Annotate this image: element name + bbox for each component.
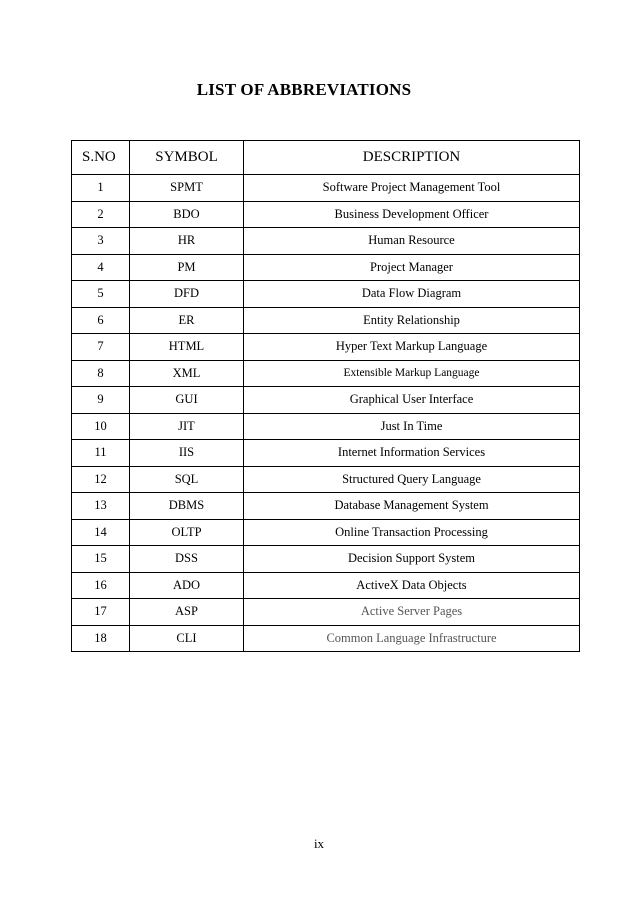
cell-description: Structured Query Language <box>244 466 580 493</box>
cell-symbol: DFD <box>130 281 244 308</box>
table-row <box>72 599 580 626</box>
cell-symbol: SQL <box>130 466 244 493</box>
table-row <box>72 307 580 334</box>
table-row <box>72 360 580 387</box>
cell-description: Entity Relationship <box>244 307 580 334</box>
cell-description: Software Project Management Tool <box>244 175 580 202</box>
cell-symbol: CLI <box>130 625 244 652</box>
cell-description: Decision Support System <box>244 546 580 573</box>
cell-description: Extensible Markup Language <box>244 360 580 387</box>
cell-description: Database Management System <box>244 493 580 520</box>
cell-sno: 15 <box>72 546 130 573</box>
table-row <box>72 440 580 467</box>
cell-symbol: BDO <box>130 201 244 228</box>
table-row <box>72 625 580 652</box>
cell-description: Just In Time <box>244 413 580 440</box>
cell-sno: 5 <box>72 281 130 308</box>
cell-symbol: ADO <box>130 572 244 599</box>
cell-symbol: GUI <box>130 387 244 414</box>
cell-sno: 12 <box>72 466 130 493</box>
cell-description: ActiveX Data Objects <box>244 572 580 599</box>
cell-description: Project Manager <box>244 254 580 281</box>
cell-symbol: IIS <box>130 440 244 467</box>
page-number: ix <box>313 836 325 851</box>
table-row <box>72 254 580 281</box>
table-row <box>72 334 580 361</box>
cell-sno: 17 <box>72 599 130 626</box>
cell-description: Human Resource <box>244 228 580 255</box>
cell-symbol: DBMS <box>130 493 244 520</box>
cell-sno: 18 <box>72 625 130 652</box>
table-row <box>72 201 580 228</box>
cell-sno: 6 <box>72 307 130 334</box>
table-row <box>72 546 580 573</box>
cell-symbol: XML <box>130 360 244 387</box>
table-row <box>72 387 580 414</box>
cell-symbol: OLTP <box>130 519 244 546</box>
cell-description: Active Server Pages <box>244 599 580 626</box>
cell-symbol: DSS <box>130 546 244 573</box>
cell-sno: 1 <box>72 175 130 202</box>
cell-description: Online Transaction Processing <box>244 519 580 546</box>
cell-sno: 8 <box>72 360 130 387</box>
abbreviations-table <box>71 140 580 652</box>
cell-symbol: JIT <box>130 413 244 440</box>
cell-sno: 3 <box>72 228 130 255</box>
cell-symbol: HTML <box>130 334 244 361</box>
cell-sno: 7 <box>72 334 130 361</box>
cell-description: Data Flow Diagram <box>244 281 580 308</box>
cell-description: Business Development Officer <box>244 201 580 228</box>
cell-sno: 13 <box>72 493 130 520</box>
table-row <box>72 519 580 546</box>
cell-symbol: HR <box>130 228 244 255</box>
cell-sno: 9 <box>72 387 130 414</box>
table-row <box>72 175 580 202</box>
cell-symbol: PM <box>130 254 244 281</box>
cell-sno: 2 <box>72 201 130 228</box>
header-sno: S.NO <box>72 141 130 175</box>
cell-description: Hyper Text Markup Language <box>244 334 580 361</box>
table-row <box>72 413 580 440</box>
cell-sno: 11 <box>72 440 130 467</box>
cell-sno: 14 <box>72 519 130 546</box>
cell-symbol: SPMT <box>130 175 244 202</box>
page-title: LIST OF ABBREVIATIONS <box>196 80 412 99</box>
table-row <box>72 572 580 599</box>
cell-description: Internet Information Services <box>244 440 580 467</box>
table-row <box>72 493 580 520</box>
table-row <box>72 466 580 493</box>
table-header-row <box>72 141 580 175</box>
cell-description: Common Language Infrastructure <box>244 625 580 652</box>
cell-sno: 16 <box>72 572 130 599</box>
cell-sno: 10 <box>72 413 130 440</box>
cell-symbol: ER <box>130 307 244 334</box>
cell-description: Graphical User Interface <box>244 387 580 414</box>
table-row <box>72 281 580 308</box>
cell-sno: 4 <box>72 254 130 281</box>
header-description: DESCRIPTION <box>244 141 580 175</box>
cell-symbol: ASP <box>130 599 244 626</box>
header-symbol: SYMBOL <box>130 141 244 175</box>
table-row <box>72 228 580 255</box>
